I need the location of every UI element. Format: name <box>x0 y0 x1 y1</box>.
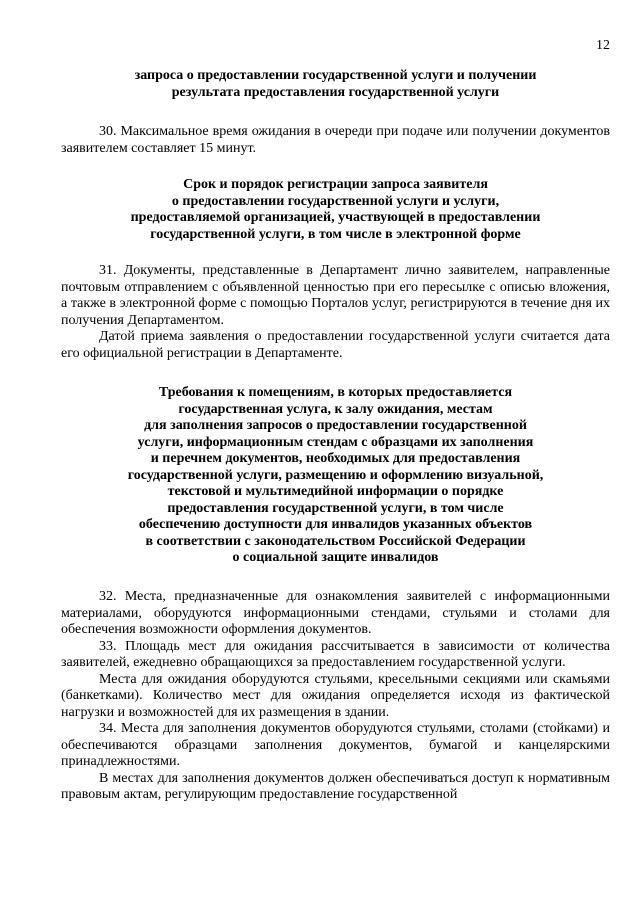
heading-line: для заполнения запросов о предоставлении государственной <box>144 418 527 433</box>
paragraph-34: 34. Места для заполнения документов оборудуются стульями, столами (стойками) и обеспечиваются образцами заполнения документов, бумагой и канцелярскими принадлежностями. <box>61 721 610 769</box>
paragraph-text: 31. Документы, представленные в Департамент лично заявителем, направленные почтовым отправлением с объявленной ценностью при его пересылке с описью вложения, а также в электронной форме с помощью Порталов услуг, регистрируются в течение дня их получения Департаментом. <box>61 263 610 328</box>
paragraph-text: 30. Максимальное время ожидания в очереди при подаче или получении документов заявителем составляет 15 минут. <box>61 124 610 156</box>
heading-line: услуги, информационным стендам с образцами их заполнения <box>137 434 534 450</box>
heading-line: предоставления государственной услуги, в том числе <box>167 500 504 516</box>
paragraph-33-continued: Места для ожидания оборудуются стульями, кресельными секциями или скамьями (банкетками). Количество мест для ожидания определяется исходя из фактической нагрузки и возможностей для их размещения в здании. <box>61 671 610 720</box>
heading-line: результата предоставления государственной услуги <box>171 84 500 100</box>
heading-line: государственной услуги, размещению и оформлению визуальной, <box>127 467 544 483</box>
heading-line: о предоставлении государственной услуги и услуги, <box>171 193 500 209</box>
heading-line: обеспечению доступности для инвалидов указанных объектов <box>138 517 533 532</box>
paragraph-34-continued: В местах для заполнения документов должен обеспечиваться доступ к нормативным правовым актам, регулирующим предоставление государственной <box>61 770 610 802</box>
heading-line: государственная услуга, к залу ожидания, местам <box>178 401 493 417</box>
page-number: 12 <box>596 38 610 53</box>
section-heading-premises <box>61 385 610 567</box>
section-heading-registration <box>61 177 610 243</box>
paragraph-30 <box>61 124 610 157</box>
paragraph-32: 32. Места, предназначенные для ознакомления заявителей с информационными материалами, оборудуются информационными стендами, стульями и столами для обеспечения возможности оформления документов. <box>61 589 610 637</box>
heading-line: в соответствии с законодательством Российской Федерации <box>145 533 526 549</box>
paragraph-33: 33. Площадь мест для ожидания рассчитывается в зависимости от количества заявителей, ежедневно обращающихся за предоставлением государственной услуги. <box>61 638 610 670</box>
heading-line: Требования к помещениям, в которых предоставляется <box>158 385 513 400</box>
paragraphs-32-34 <box>61 589 610 804</box>
heading-line: и перечнем документов, необходимых для предоставления <box>150 451 521 466</box>
section-heading-submission <box>61 68 610 101</box>
heading-line: текстовой и мультимедийной информации о порядке <box>167 484 504 499</box>
heading-line: государственной услуги, в том числе в электронной форме <box>150 226 521 242</box>
paragraph-text: Датой приема заявления о предоставлении государственной услуги считается дата его официальной регистрации в Департаменте. <box>61 329 610 361</box>
heading-line: предоставляемой организацией, участвующей в предоставлении <box>130 210 541 225</box>
paragraph-31 <box>61 263 610 362</box>
heading-line: Срок и порядок регистрации запроса заявителя <box>183 177 488 192</box>
heading-line: о социальной защите инвалидов <box>232 550 439 565</box>
heading-line: запроса о предоставлении государственной услуги и получении <box>134 68 537 83</box>
